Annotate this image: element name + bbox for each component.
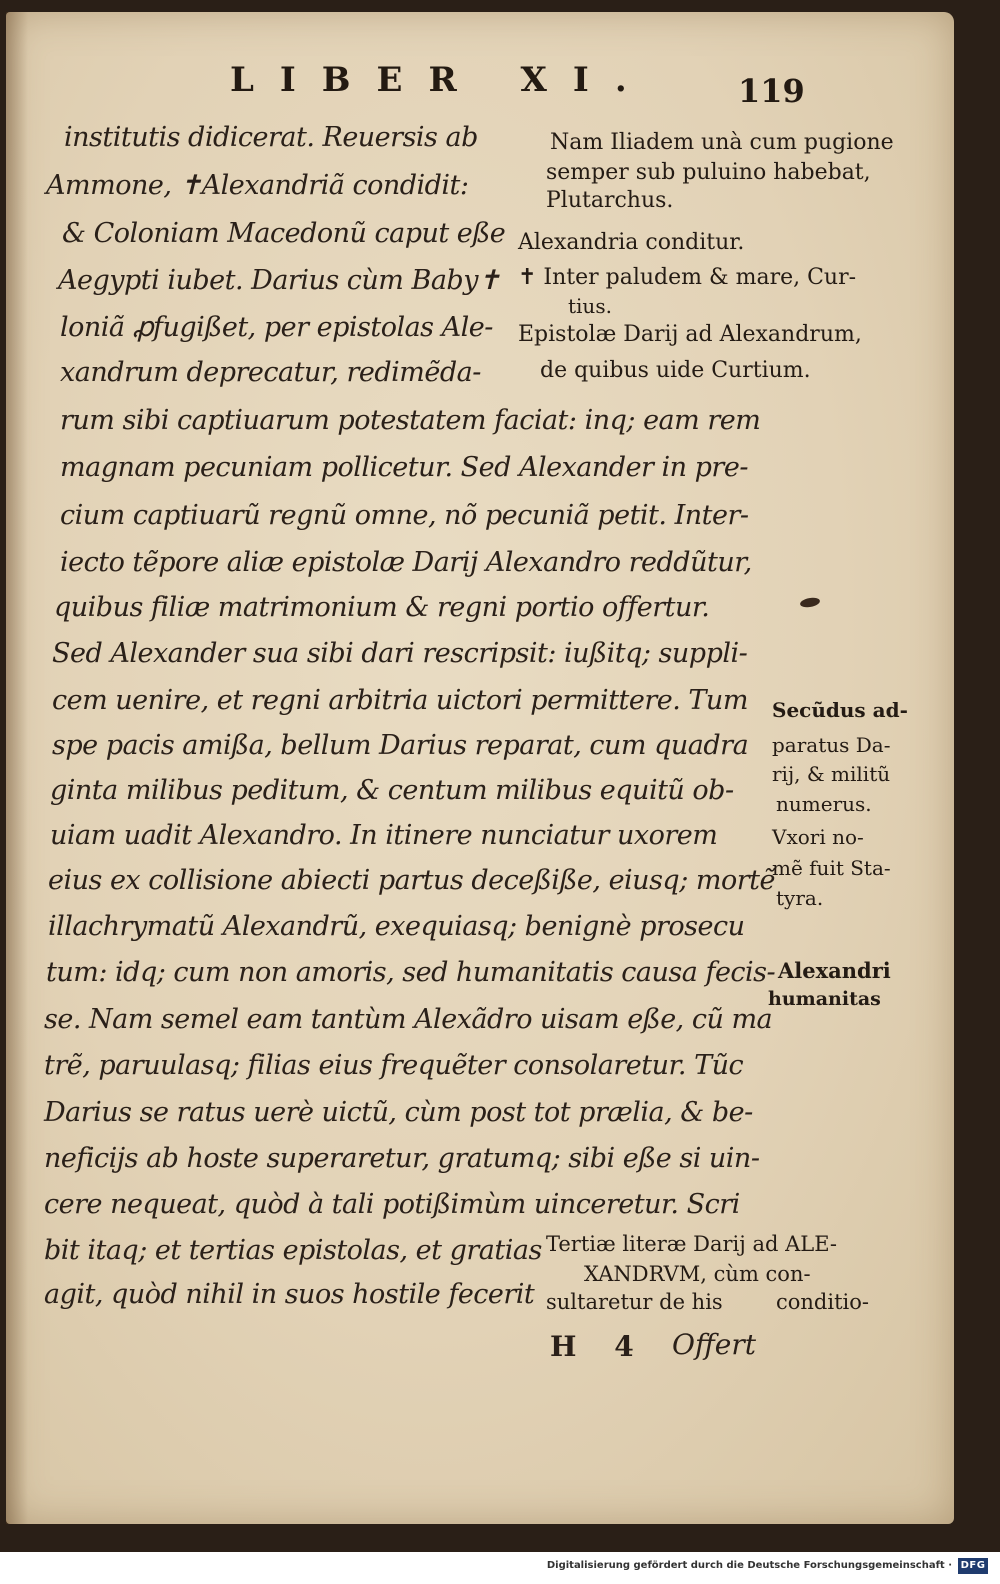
margin-note: Vxori no- bbox=[772, 825, 864, 849]
text-line: eius ex collisione abiecti partus deceßiße, eiusq; mortẽ bbox=[48, 865, 775, 896]
margin-note: ✝ Inter paludem & mare, Cur- bbox=[518, 265, 857, 290]
text-line: neficijs ab hoste superaretur, gratumq; sibi eße si uin- bbox=[44, 1143, 760, 1174]
text-line: agit, quòd nihil in suos hostile fecerit bbox=[44, 1279, 535, 1310]
text-line: spe pacis amißa, bellum Darius reparat, cum quadra bbox=[52, 730, 749, 761]
margin-note: de quibus uide Curtium. bbox=[540, 358, 811, 383]
text-line: & Coloniam Macedonũ caput eße bbox=[62, 218, 506, 249]
footer-bar bbox=[0, 1552, 1000, 1584]
text-line: bit itaq; et tertias epistolas, et gratias bbox=[44, 1235, 542, 1266]
margin-note: rij, & militũ bbox=[772, 762, 891, 786]
margin-note: Epistolæ Darij ad Alexandrum, bbox=[518, 322, 862, 347]
text-line: trẽ, paruulasq; filias eius frequẽter consolaretur. Tũc bbox=[44, 1050, 744, 1081]
text-line: quibus filiæ matrimonium & regni portio offertur. bbox=[54, 592, 710, 623]
text-line: cium captiuarũ regnũ omne, nõ pecuniã petit. Inter- bbox=[60, 500, 749, 531]
margin-note: Tertiæ literæ Darij ad ALE- bbox=[546, 1232, 838, 1256]
page-number: 119 bbox=[738, 72, 805, 110]
text-line: illachrymatũ Alexandrũ, exequiasq; benignè prosecu bbox=[48, 911, 745, 942]
text-line: se. Nam semel eam tantùm Alexãdro uisam eße, cũ ma bbox=[44, 1004, 773, 1035]
dfg-logo-icon: DFG bbox=[958, 1558, 988, 1574]
margin-note: Secũdus ad- bbox=[772, 698, 908, 722]
text-line: tum: idq; cum non amoris, sed humanitatis causa fecis- bbox=[46, 957, 776, 988]
text-line: Sed Alexander sua sibi dari rescripsit: iußitq; suppli- bbox=[52, 638, 748, 669]
text-line: Ammone, ✝Alexandriã condidit: bbox=[46, 170, 469, 201]
margin-note: Alexandri bbox=[778, 958, 891, 983]
page-edge-shadow bbox=[6, 12, 28, 1524]
margin-note: Nam Iliadem unà cum pugione bbox=[550, 130, 894, 155]
signature-mark: H 4 bbox=[550, 1330, 648, 1363]
margin-note: conditio- bbox=[776, 1290, 869, 1314]
margin-note: Plutarchus. bbox=[546, 188, 674, 213]
text-line: cem uenire, et regni arbitria uictori permittere. Tum bbox=[52, 685, 748, 716]
margin-note: paratus Da- bbox=[772, 733, 891, 757]
text-line: uiam uadit Alexandro. In itinere nunciatur uxorem bbox=[50, 820, 718, 851]
margin-note: semper sub puluino habebat, bbox=[546, 160, 871, 185]
text-line: cere nequeat, quòd à tali potißimùm uinceretur. Scri bbox=[44, 1189, 740, 1220]
catchword: Offert bbox=[672, 1328, 756, 1361]
text-line: xandrum deprecatur, redimẽda- bbox=[60, 357, 481, 388]
margin-note: XANDRVM, cùm con- bbox=[584, 1262, 811, 1286]
margin-note: tius. bbox=[568, 294, 612, 318]
text-line: institutis didicerat. Reuersis ab bbox=[64, 122, 478, 153]
text-line: rum sibi captiuarum potestatem faciat: inq; eam rem bbox=[60, 405, 761, 436]
footer-credit: Digitalisierung gefördert durch die Deutsche Forschungsgemeinschaft · bbox=[546, 1560, 952, 1571]
text-line: Aegypti iubet. Darius cùm Baby✝ bbox=[58, 265, 501, 296]
margin-note: numerus. bbox=[776, 792, 872, 816]
margin-note: humanitas bbox=[768, 988, 881, 1010]
margin-note: Alexandria conditur. bbox=[518, 230, 745, 255]
running-head: LIBER XI. bbox=[230, 60, 653, 100]
margin-note: sultaretur de his bbox=[546, 1290, 723, 1314]
margin-note: tyra. bbox=[776, 886, 824, 910]
text-line: iecto tẽpore aliæ epistolæ Darij Alexandro reddũtur, bbox=[60, 547, 752, 578]
margin-note: mẽ fuit Sta- bbox=[772, 856, 891, 880]
text-line: Darius se ratus uerè uictũ, cùm post tot prælia, & be- bbox=[44, 1097, 753, 1128]
text-line: magnam pecuniam pollicetur. Sed Alexander in pre- bbox=[60, 452, 748, 483]
text-line: loniã ꝓfugißet, per epistolas Ale- bbox=[60, 312, 493, 343]
text-line: ginta milibus peditum, & centum milibus equitũ ob- bbox=[50, 775, 734, 806]
